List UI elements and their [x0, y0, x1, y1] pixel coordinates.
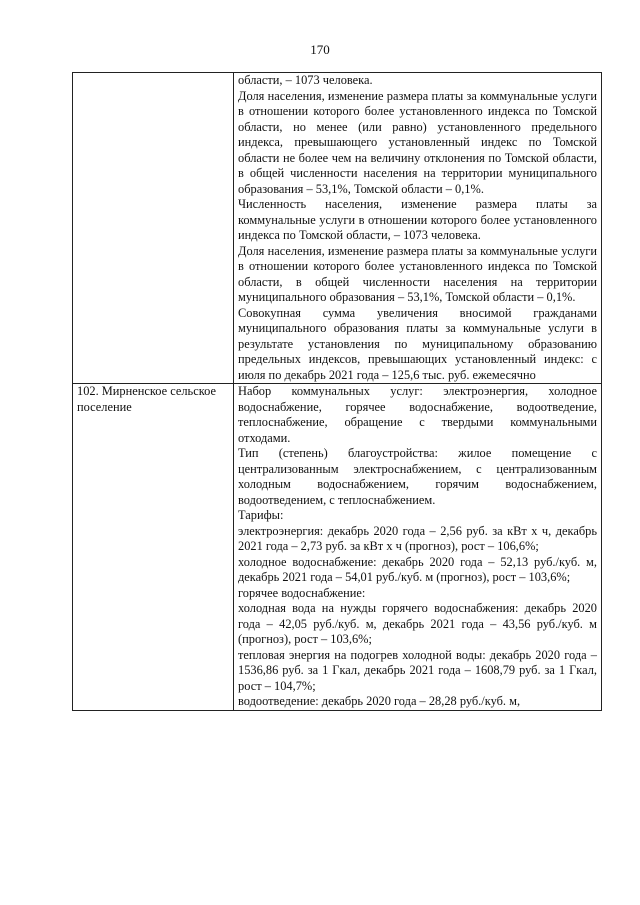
paragraph: Доля населения, изменение размера платы за коммунальные услуги в отношении которого более установленного индекса по Томской области, в общей численности населения на территории муниципального образования – 53,1%, Томской области – 0,1%. [238, 243, 597, 304]
paragraph: водоотведение: декабрь 2020 года – 28,28 руб./куб. м, [238, 694, 521, 708]
indicators-cell [234, 73, 602, 384]
municipality-cell: 102. Мирненское сельское поселение [73, 384, 234, 711]
document-table [72, 72, 602, 711]
paragraph: холодное водоснабжение: декабрь 2020 года – 52,13 руб./куб. м, декабрь 2021 года – 54,01 руб./куб. м (прогноз), рост – 103,6%; [238, 554, 597, 584]
paragraph: горячее водоснабжение: [238, 585, 366, 600]
paragraph: Доля населения, изменение размера платы за коммунальные услуги в отношении которого более установленного индекса по Томской области, но менее (или равно) установленного предельного индекса, превышающего установленный индекс по Томской области не более чем на величину отклонения по Томской области, в общей численности населения на территории муниципального образования – 53,1%, Томской области – 0,1%. [238, 88, 597, 196]
paragraph: Набор коммунальных услуг: электроэнергия, холодное водоснабжение, горячее водоснабжение, водоотведение, теплоснабжение, обращение с твердыми коммунальными отходами. [238, 384, 597, 445]
paragraph: холодная вода на нужды горячего водоснабжения: декабрь 2020 года – 42,05 руб./куб. м, декабрь 2021 года – 43,56 руб./куб. м (прогноз), рост – 103,6%; [238, 601, 597, 646]
paragraph: Численность населения, изменение размера платы за коммунальные услуги в отношении которого более установленного индекса по Томской области, – 1073 человека. [238, 197, 597, 242]
paragraph: Совокупная сумма увеличения вносимой гражданами муниципального образования платы за коммунальные услуги в результате установления по муниципальному образованию предельных индексов, превышающих установленный индекс: с июля по декабрь 2021 года – 125,6 тыс. руб. ежемесячно [238, 305, 597, 382]
paragraph: электроэнергия: декабрь 2020 года – 2,56 руб. за кВт х ч, декабрь 2021 года – 2,73 руб. за кВт х ч (прогноз), рост – 106,6%; [238, 523, 597, 553]
indicators-cell [234, 384, 602, 711]
paragraph: тепловая энергия на подогрев холодной воды: декабрь 2020 года – 1536,86 руб. за 1 Гкал, декабрь 2021 года – 1608,79 руб. за 1 Гкал, рост – 104,7%; [238, 647, 597, 693]
paragraph: Тип (степень) благоустройства: жилое помещение с централизованным электроснабжением, с централизованным холодным водоснабжением, горячим водоснабжением, водоотведением, с теплоснабжением. [238, 446, 597, 507]
table-row [73, 384, 602, 711]
table-row [73, 73, 602, 384]
municipality-cell [73, 73, 234, 384]
page-number: 170 [310, 42, 330, 57]
paragraph: Тарифы: [238, 508, 284, 522]
paragraph: области, – 1073 человека. [238, 73, 373, 87]
